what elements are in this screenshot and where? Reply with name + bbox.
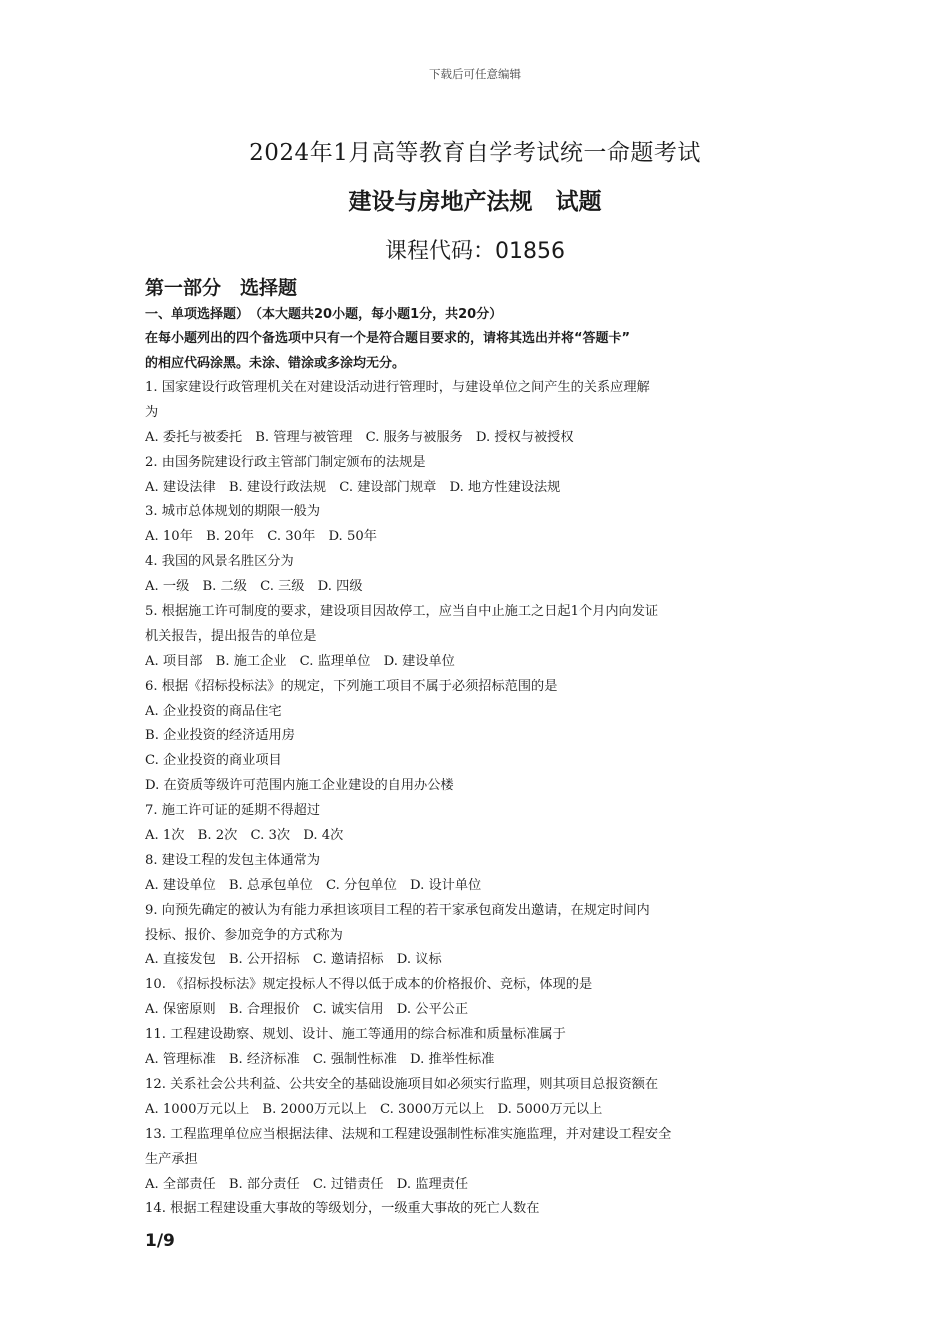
question-line: A. 建设单位 B. 总承包单位 C. 分包单位 D. 设计单位: [145, 877, 482, 893]
question-line: C. 企业投资的商业项目: [145, 753, 282, 769]
question-line: A. 委托与被委托 B. 管理与被管理 C. 服务与被服务 D. 授权与被授权: [145, 429, 574, 445]
question-line: D. 在资质等级许可范围内施工企业建设的自用办公楼: [145, 778, 454, 794]
question-line: A. 1次 B. 2次 C. 3次 D. 4次: [145, 828, 344, 844]
instruction-line: 的相应代码涂黑。未涂、错涂或多涂均无分。: [145, 356, 406, 371]
question-line: 13. 工程监理单位应当根据法律、法规和工程建设强制性标准实施监理，并对建设工程安全: [145, 1126, 672, 1142]
question-line: 6. 根据《招标投标法》的规定，下列施工项目不属于必须招标范围的是: [145, 678, 558, 694]
question-line: 7. 施工许可证的延期不得超过: [145, 803, 321, 819]
instruction-line: 在每小题列出的四个备选项中只有一个是符合题目要求的，请将其选出并将“答题卡”: [145, 331, 631, 346]
part-title: 第一部分 选择题: [145, 277, 298, 299]
exam-title: 2024年1月高等教育自学考试统一命题考试: [249, 140, 701, 166]
page-header: 下载后可任意编辑: [429, 67, 521, 81]
section-title: 一、单项选择题） （本大题共20小题，每小题1分，共20分）: [145, 307, 503, 322]
question-line: 1. 国家建设行政管理机关在对建设活动进行管理时，与建设单位之间产生的关系应理解: [145, 380, 650, 395]
course-code: 课程代码：01856: [385, 239, 565, 264]
question-line: 9. 向预先确定的被认为有能力承担该项目工程的若干家承包商发出邀请，在规定时间内: [145, 902, 650, 918]
question-line: 为: [145, 404, 159, 420]
question-list: [145, 376, 825, 1222]
question-line: 5. 根据施工许可制度的要求，建设项目因故停工，应当自中止施工之日起1个月内向发证: [145, 604, 659, 620]
question-line: 14. 根据工程建设重大事故的等级划分，一级重大事故的死亡人数在: [145, 1201, 540, 1217]
question-line: A. 建设法律 B. 建设行政法规 C. 建设部门规章 D. 地方性建设法规: [145, 479, 561, 495]
question-line: 8. 建设工程的发包主体通常为: [145, 852, 321, 868]
question-line: 机关报告，提出报告的单位是: [145, 628, 317, 644]
question-line: 10. 《招标投标法》规定投标人不得以低于成本的价格报价、竞标，体现的是: [145, 977, 593, 993]
question-line: 生产承担: [145, 1151, 198, 1167]
question-line: A. 项目部 B. 施工企业 C. 监理单位 D. 建设单位: [145, 653, 455, 669]
question-line: 2. 由国务院建设行政主管部门制定颁布的法规是: [145, 454, 426, 470]
question-line: A. 全部责任 B. 部分责任 C. 过错责任 D. 监理责任: [145, 1176, 469, 1192]
question-line: A. 一级 B. 二级 C. 三级 D. 四级: [145, 579, 363, 595]
question-line: 3. 城市总体规划的期限一般为: [145, 504, 321, 520]
question-line: A. 10年 B. 20年 C. 30年 D. 50年: [145, 529, 377, 545]
question-line: A. 保密原则 B. 合理报价 C. 诚实信用 D. 公平公正: [145, 1002, 469, 1018]
question-line: 4. 我国的风景名胜区分为: [145, 554, 294, 570]
question-line: A. 直接发包 B. 公开招标 C. 邀请招标 D. 议标: [145, 952, 442, 968]
question-line: 12. 关系社会公共利益、公共安全的基础设施项目如必须实行监理，则其项目总报资额在: [145, 1076, 659, 1092]
question-line: A. 管理标准 B. 经济标准 C. 强制性标准 D. 推举性标准: [145, 1052, 495, 1068]
question-line: A. 企业投资的商品住宅: [145, 703, 282, 719]
question-line: B. 企业投资的经济适用房: [145, 728, 295, 744]
question-line: 11. 工程建设勘察、规划、设计、施工等通用的综合标准和质量标准属于: [145, 1027, 566, 1043]
page-number: 1/9: [145, 1231, 175, 1251]
subject-title: 建设与房地产法规 试题: [348, 189, 602, 215]
question-line: 投标、报价、参加竞争的方式称为: [145, 927, 343, 943]
question-line: A. 1000万元以上 B. 2000万元以上 C. 3000万元以上 D. 5000万元以上: [145, 1101, 603, 1117]
